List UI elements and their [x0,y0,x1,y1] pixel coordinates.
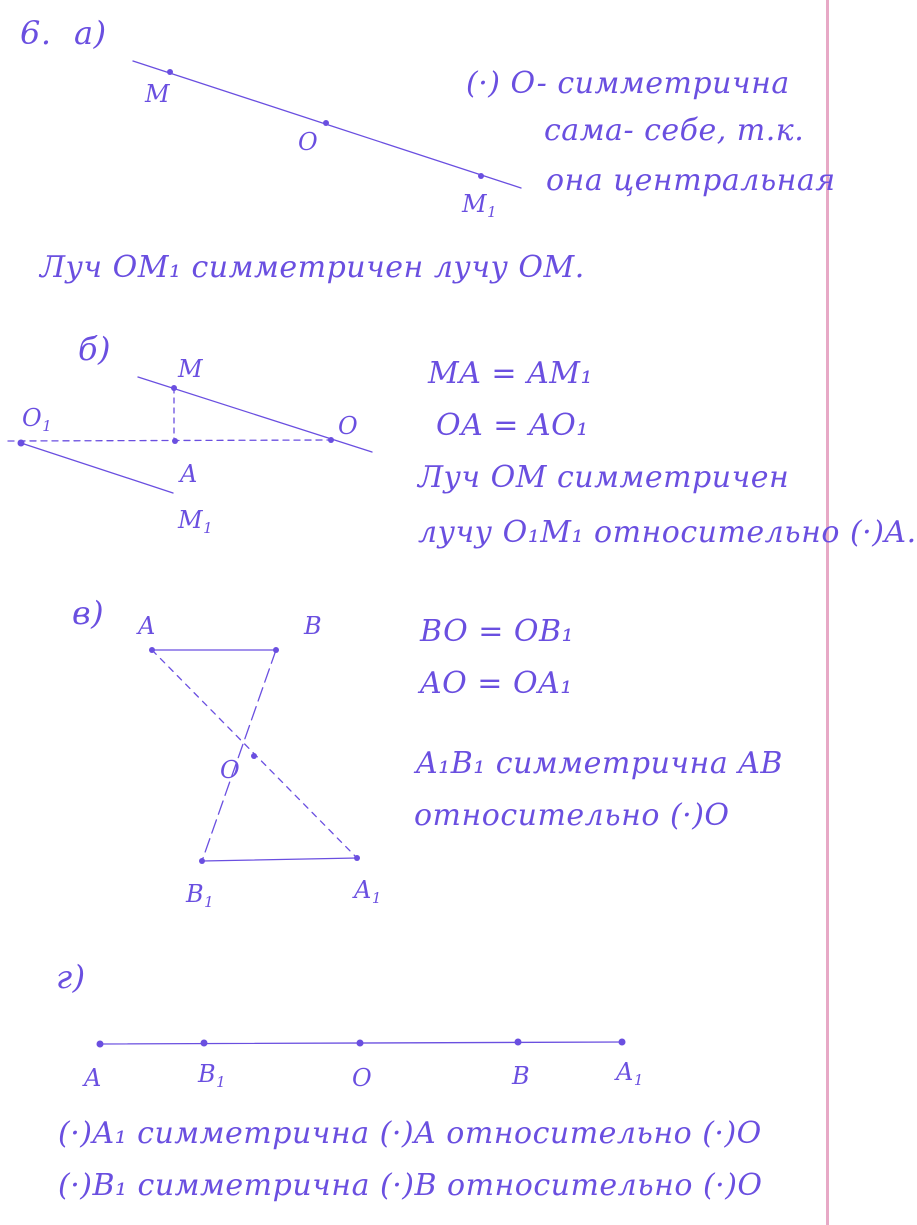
label-b-c: B [304,612,323,640]
label-a1-c: $A_1$ [354,876,382,908]
part-a-note-line-3: она центральная [546,163,836,198]
point-o-d [357,1040,364,1047]
point-o-b [328,437,334,443]
part-a-note-line-2: сама- себе, т.к. [544,113,805,148]
part-c-note-line-1: A₁B₁ симметрична AB [416,746,783,781]
label-a-c: A [138,612,156,640]
label-m1-b: $M_1$ [178,506,214,538]
label-a-d: A [84,1064,102,1092]
part-a-conclusion: Луч OM₁ симметричен лучу OM. [40,250,585,285]
part-b-eq-2: OA = AO₁ [436,408,589,443]
label-b1-c: $B_1$ [186,880,215,912]
point-o-c [251,753,257,759]
part-c-eq-1: BO = OB₁ [420,614,575,649]
label-b-d: B [512,1062,531,1090]
point-m1-a [478,173,484,179]
segment-b1a1 [202,858,357,861]
label-m-b: M [178,355,204,383]
label-a1-d: $A_1$ [616,1058,644,1090]
point-b-c [273,647,279,653]
part-b-label: б) [78,330,112,368]
point-b-d [515,1039,522,1046]
part-a-label: а) [74,14,107,52]
part-d-label: г) [56,958,86,996]
part-d-line-1: (·)A₁ симметрична (·)A относительно (·)O [58,1116,762,1151]
point-a1-d [619,1039,626,1046]
point-a1-c [354,855,360,861]
dashed-o1-o [8,440,332,441]
label-o-c: O [220,756,241,784]
part-c-label: в) [72,594,105,632]
point-o-a [323,120,329,126]
label-o-d: O [352,1064,373,1092]
part-b-eq-1: MA = AM₁ [428,356,594,391]
part-c-eq-2: AO = OA₁ [420,666,573,701]
point-a-b [172,438,178,444]
label-m-a: M [145,80,171,108]
part-b-note-line-2: лучу O₁M₁ относительно (·)A. [418,515,917,550]
problem-number: 6. [20,14,52,52]
point-a-d [97,1041,104,1048]
label-o-a: O [298,128,319,156]
part-c-note-line-2: относительно (·)O [414,798,730,833]
label-m1-a: $M_1$ [462,190,498,222]
point-o1-b [18,440,25,447]
label-b1-d: $B_1$ [198,1060,227,1092]
part-a-note-line-1: (·) O- симметрична [466,66,790,101]
point-m-a [167,69,173,75]
label-o1-b: $O_1$ [22,404,53,436]
point-m-b [171,385,177,391]
label-o-b: O [338,412,359,440]
point-b1-c [199,858,205,864]
point-a-c [149,647,155,653]
label-a-b: A [180,460,198,488]
point-b1-d [201,1040,208,1047]
ray-o1m1 [21,443,173,493]
part-b-note-line-1: Луч OM симметричен [418,460,790,495]
part-d-line-2: (·)B₁ симметрична (·)B относительно (·)O [58,1168,763,1203]
